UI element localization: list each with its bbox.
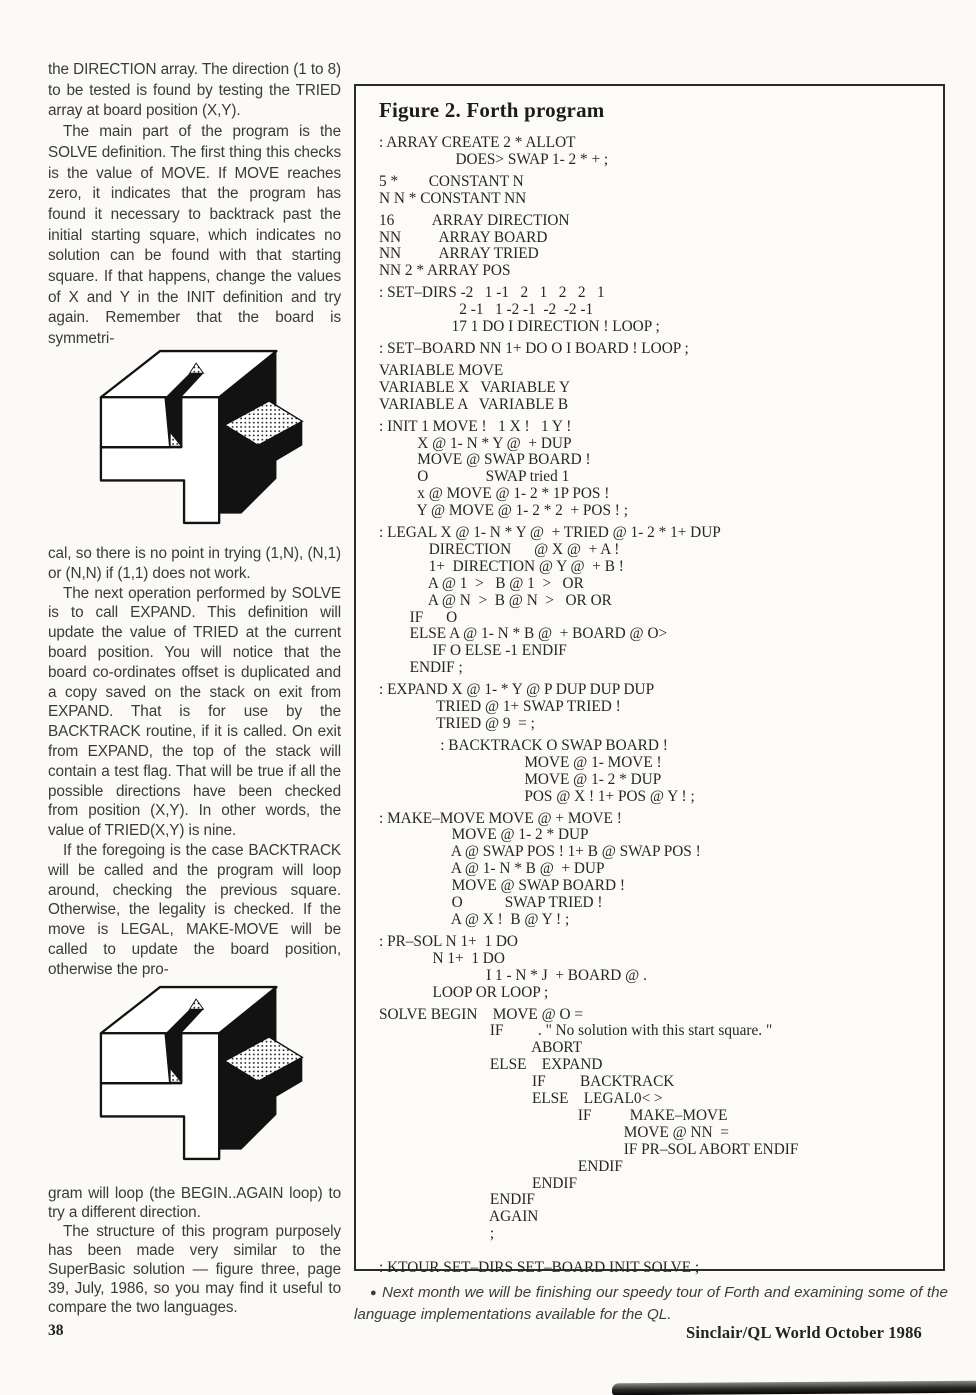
code-line: MOVE @ NN =	[379, 1123, 729, 1141]
next-month-note-text: Next month we will be finishing our speedy tour of Forth and examining some of the language implementations available for the QL.	[354, 1284, 948, 1323]
code-line: : PR–SOL N 1+ 1 DO	[379, 932, 518, 950]
four-block-logo-graphic	[86, 976, 308, 1170]
code-line: 2 -1 1 -2 -1 -2 -2 -1	[379, 301, 594, 319]
code-line: : SET–BOARD NN 1+ DO O I BOARD ! LOOP ;	[379, 339, 689, 357]
code-line: TRIED @ 9 = ;	[379, 715, 535, 732]
code-line: : INIT 1 MOVE ! 1 X ! 1 Y !	[379, 417, 572, 435]
code-line: ENDIF ;	[379, 659, 463, 677]
code-line: MOVE @ 1- 2 * DUP	[379, 826, 589, 844]
code-line: MOVE @ SWAP BOARD !	[379, 451, 591, 469]
code-line: : LEGAL X @ 1- N * Y @ + TRIED @ 1- 2 * 1+ DUP	[379, 524, 721, 542]
paragraph: gram will loop (the BEGIN..AGAIN loop) to try a different direction.	[48, 1185, 341, 1221]
four-block-logo	[86, 340, 308, 534]
code-block	[379, 341, 929, 358]
code-line: ENDIF	[379, 1174, 578, 1192]
code-line: I 1 - N * J + BOARD @ .	[379, 966, 647, 984]
code-block	[379, 1260, 929, 1277]
code-line: NN ARRAY BOARD	[379, 228, 548, 246]
code-line: : BACKTRACK O SWAP BOARD !	[379, 736, 668, 754]
code-line: ELSE A @ 1- N * B @ + BOARD @ O>	[379, 625, 668, 643]
code-line: ;	[379, 1225, 495, 1243]
magazine-credit: Sinclair/QL World October 1986	[686, 1323, 922, 1342]
code-block	[379, 285, 929, 336]
article-column-top	[48, 60, 341, 350]
code-line: : SET–DIRS -2 1 -1 2 1 2 2 1	[379, 284, 605, 302]
code-line: NN 2 * ARRAY POS	[379, 262, 511, 280]
figure-title: Figure 2. Forth program	[379, 98, 605, 122]
four-block-logo-graphic	[86, 340, 308, 534]
code-line: IF BACKTRACK	[379, 1073, 675, 1091]
code-block	[379, 363, 929, 414]
code-line: VARIABLE X VARIABLE Y	[379, 378, 571, 396]
code-line: ENDIF	[379, 1191, 535, 1209]
code-line: A @ N > B @ N > OR OR	[379, 591, 612, 609]
code-line: : KTOUR SET–DIRS SET–BOARD INIT SOLVE ;	[379, 1259, 700, 1277]
bullet-icon: ●	[370, 1287, 378, 1299]
code-line: IF MAKE–MOVE	[379, 1106, 728, 1124]
code-line: A @ 1 > B @ 1 > OR	[379, 574, 584, 592]
code-block	[379, 174, 929, 208]
code-line: ELSE LEGAL0< >	[379, 1090, 663, 1108]
code-line: IF PR–SOL ABORT ENDIF	[379, 1140, 799, 1158]
code-line: DIRECTION @ X @ + A !	[379, 540, 620, 558]
code-block	[379, 934, 929, 1002]
paragraph: cal, so there is no point in trying (1,N), (N,1) or (N,N) if (1,1) does not work.	[48, 545, 341, 582]
code-line: A @ 1- N * B @ + DUP	[379, 860, 605, 878]
page-edge-artifact	[612, 1381, 976, 1395]
code-line: ABORT	[379, 1039, 583, 1057]
figure-box	[354, 84, 945, 1277]
code-line: 16 ARRAY DIRECTION	[379, 211, 570, 229]
code-line: MOVE @ SWAP BOARD !	[379, 877, 625, 895]
code-block	[379, 525, 929, 677]
article-column-middle	[48, 544, 341, 980]
code-line: DOES> SWAP 1- 2 * + ;	[379, 150, 609, 168]
code-block	[379, 811, 929, 929]
code-line: A @ SWAP POS ! 1+ B @ SWAP POS !	[379, 843, 701, 861]
code-block	[379, 213, 929, 281]
code-line: POS @ X ! 1+ POS @ Y ! ;	[379, 787, 695, 805]
code-line: 5 * CONSTANT N	[379, 172, 524, 190]
article-column-bottom	[48, 1184, 341, 1317]
code-block	[379, 738, 929, 806]
code-line: Y @ MOVE @ 1- 2 * 2 + POS ! ;	[379, 502, 628, 520]
four-block-logo	[86, 976, 308, 1170]
code-line: IF O	[379, 608, 458, 626]
paragraph: The next operation performed by SOLVE is to call EXPAND. This definition will update the value of TRIED at the current board position. You will notice that the board co-ordinates offset is duplicated and a copy saved on the stack on exit from EXPAND. That is for use by the BACKTRACK routine, if it is called. On exit from EXPAND, the top of the stack will contain a test flag. That will be true if all the possible directions have been checked from position (X,Y). In other words, the value of TRIED(X,Y) is nine.	[48, 584, 341, 840]
code-line: TRIED @ 1+ SWAP TRIED !	[379, 698, 621, 716]
code-line: VARIABLE A VARIABLE B	[379, 395, 569, 413]
code-line: : MAKE–MOVE MOVE @ + MOVE !	[379, 809, 622, 827]
code-line: ELSE EXPAND	[379, 1056, 603, 1074]
code-line: IF O ELSE -1 ENDIF	[379, 642, 567, 660]
paragraph: If the foregoing is the case BACKTRACK will be called and the program will loop around, checking the previous square. Otherwise, the legality is checked. If the move is LEGAL, MAKE-MOVE will be called to update the board position, otherwise the pro-	[48, 841, 341, 978]
code-line: O SWAP TRIED !	[379, 894, 603, 912]
code-line: A @ X ! B @ Y ! ;	[379, 910, 570, 928]
code-line: SOLVE BEGIN MOVE @ O =	[379, 1005, 584, 1023]
code-line: MOVE @ 1- MOVE !	[379, 753, 662, 771]
code-line: N 1+ 1 DO	[379, 949, 505, 967]
code-line: 1+ DIRECTION @ Y @ + B !	[379, 557, 624, 575]
code-line: N N * CONSTANT NN	[379, 189, 527, 207]
page-number: 38	[48, 1322, 64, 1339]
code-block	[379, 135, 929, 169]
code-line: O SWAP tried 1	[379, 468, 570, 486]
code-block	[379, 419, 929, 520]
forth-code-listing	[379, 135, 929, 1277]
code-line: LOOP OR LOOP ;	[379, 983, 549, 1001]
paragraph: The structure of this program purposely has been made very similar to the SuperBasic solution — figure three, page 39, July, 1986, so you may find it useful to compare the two languages.	[48, 1223, 341, 1316]
code-block	[379, 1007, 929, 1244]
paragraph: The main part of the program is the SOLVE definition. The first thing this checks is the value of MOVE. If MOVE reaches zero, it indicates that the program has found it necessary to backtrack past the initial starting square, which indicates no solution can be found with that starting square. If that happens, change the values of X and Y in the INIT definition and try again. Remember that the board is symmetri-	[48, 123, 341, 348]
next-month-note	[354, 1282, 948, 1325]
code-line: AGAIN	[379, 1208, 539, 1226]
code-line: X @ 1- N * Y @ + DUP	[379, 434, 572, 452]
code-line: NN ARRAY TRIED	[379, 245, 539, 263]
code-line: x @ MOVE @ 1- 2 * 1P POS !	[379, 485, 610, 503]
code-line: IF . " No solution with this start square. "	[379, 1022, 773, 1040]
code-line: MOVE @ 1- 2 * DUP	[379, 770, 662, 788]
code-line: VARIABLE MOVE	[379, 361, 504, 379]
code-line: : EXPAND X @ 1- * Y @ P DUP DUP DUP	[379, 681, 655, 699]
code-line: : ARRAY CREATE 2 * ALLOT	[379, 134, 576, 151]
paragraph: the DIRECTION array. The direction (1 to 8) to be tested is found by testing the TRIED array at board position (X,Y).	[48, 61, 341, 120]
code-line: 17 1 DO I DIRECTION ! LOOP ;	[379, 318, 660, 336]
code-line: ENDIF	[379, 1157, 623, 1175]
code-block	[379, 682, 929, 733]
